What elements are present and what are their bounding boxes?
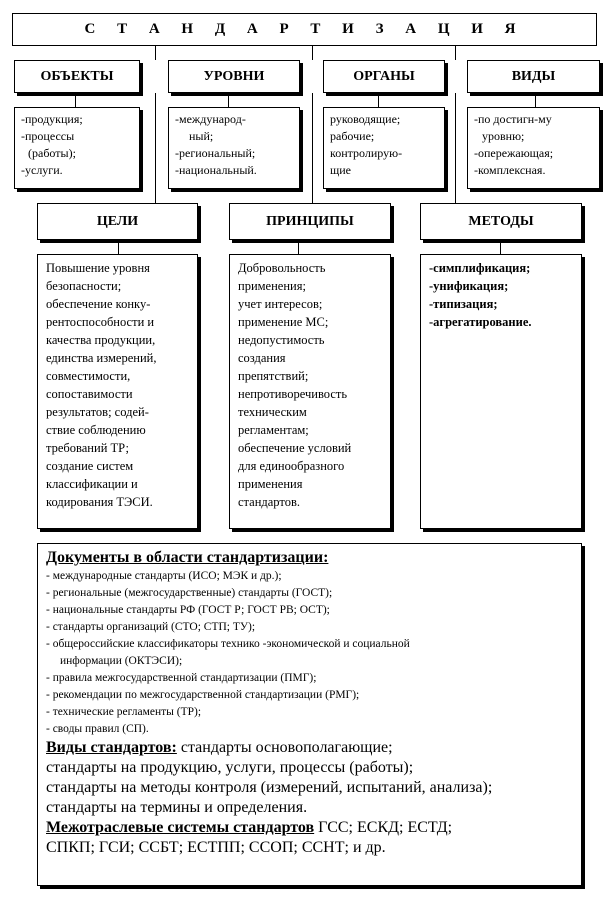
list-item: обеспечение условий bbox=[238, 441, 352, 455]
list-item: -симплификация; bbox=[429, 261, 531, 275]
list-item: контролирую- bbox=[330, 146, 403, 160]
list-item: -унификация; bbox=[429, 279, 509, 293]
list-item: техническим bbox=[238, 405, 307, 419]
list-item: применения bbox=[238, 477, 303, 491]
document-item: - технические регламенты (ТР); bbox=[46, 706, 202, 718]
diagram-title: С Т А Н Д А Р Т И З А Ц И Я bbox=[12, 13, 597, 46]
standard-types-first: стандарты основополагающие; bbox=[176, 739, 393, 756]
connector-line bbox=[312, 46, 313, 60]
list-item: применения; bbox=[238, 279, 306, 293]
category-objects-list bbox=[14, 107, 140, 189]
list-item: единства измерений, bbox=[46, 351, 157, 365]
connector-line bbox=[312, 93, 313, 203]
section-header-goals: ЦЕЛИ bbox=[37, 203, 198, 240]
list-item: рентоспособности и bbox=[46, 315, 155, 329]
connector-line bbox=[500, 240, 501, 254]
connector-line bbox=[298, 240, 299, 254]
list-item: -национальный. bbox=[175, 163, 257, 177]
list-item: недопустимость bbox=[238, 333, 325, 347]
document-item: - рекомендации по межгосударственной стандартизации (РМГ); bbox=[46, 689, 360, 701]
standard-type-item: стандарты на продукцию, услуги, процессы (работы); bbox=[46, 759, 414, 776]
list-item: -услуги. bbox=[21, 163, 63, 177]
list-item: совместимости, bbox=[46, 369, 131, 383]
documents-box bbox=[37, 543, 582, 886]
list-item: -продукция; bbox=[21, 112, 83, 126]
list-item: создание систем bbox=[46, 459, 134, 473]
list-item: (работы); bbox=[28, 146, 76, 160]
document-item: - своды правил (СП). bbox=[46, 723, 149, 735]
connector-line bbox=[75, 93, 76, 107]
standard-type-item: стандарты на методы контроля (измерений, испытаний, анализа); bbox=[46, 779, 493, 796]
connector-line bbox=[228, 93, 229, 107]
intersectoral-systems-first: ГСС; ЕСКД; ЕСТД; bbox=[314, 819, 453, 836]
list-item: безопасности; bbox=[46, 279, 122, 293]
document-item: - стандарты организаций (СТО; СТП; ТУ); bbox=[46, 621, 256, 633]
connector-line bbox=[155, 93, 156, 203]
list-item: рабочие; bbox=[330, 129, 375, 143]
intersectoral-systems-heading: Межотраслевые системы стандартов bbox=[46, 819, 315, 836]
list-item: -типизация; bbox=[429, 297, 498, 311]
list-item: уровню; bbox=[482, 129, 525, 143]
category-bodies-list bbox=[323, 107, 445, 189]
category-header-levels: УРОВНИ bbox=[168, 60, 300, 93]
connector-line bbox=[155, 46, 156, 60]
list-item: препятствий; bbox=[238, 369, 309, 383]
connector-line bbox=[535, 93, 536, 107]
standard-type-item: стандарты на термины и определения. bbox=[46, 799, 308, 816]
list-item: ный; bbox=[189, 129, 214, 143]
section-header-principles: ПРИНЦИПЫ bbox=[229, 203, 391, 240]
list-item: Повышение уровня bbox=[46, 261, 150, 275]
category-types-list bbox=[467, 107, 600, 189]
list-item: -процессы bbox=[21, 129, 75, 143]
list-item: руководящие; bbox=[330, 112, 401, 126]
list-item: -региональный; bbox=[175, 146, 256, 160]
intersectoral-systems-line bbox=[46, 818, 573, 838]
category-levels-list bbox=[168, 107, 300, 189]
list-item: обеспечение конку- bbox=[46, 297, 151, 311]
standard-types-heading: Виды стандартов: bbox=[46, 739, 177, 756]
section-methods-list bbox=[420, 254, 582, 529]
list-item: -опережающая; bbox=[474, 146, 554, 160]
list-item: -агрегатирование. bbox=[429, 315, 532, 329]
list-item: качества продукции, bbox=[46, 333, 156, 347]
list-item: щие bbox=[330, 163, 351, 177]
standard-types-line bbox=[46, 738, 573, 758]
list-item: создания bbox=[238, 351, 286, 365]
list-item: ствие соблюдению bbox=[46, 423, 146, 437]
category-header-types: ВИДЫ bbox=[467, 60, 600, 93]
list-item: кодирования ТЭСИ. bbox=[46, 495, 153, 509]
list-item: для единообразного bbox=[238, 459, 345, 473]
list-item: требований ТР; bbox=[46, 441, 130, 455]
section-header-methods: МЕТОДЫ bbox=[420, 203, 582, 240]
document-item: - общероссийские классификаторы технико -экономической и социальной bbox=[46, 638, 410, 650]
list-item: непротиворечивость bbox=[238, 387, 348, 401]
list-item: -по достигн-му bbox=[474, 112, 552, 126]
list-item: стандартов. bbox=[238, 495, 300, 509]
section-goals-list bbox=[37, 254, 198, 529]
category-header-bodies: ОРГАНЫ bbox=[323, 60, 445, 93]
document-item: информации (ОКТЭСИ); bbox=[60, 655, 183, 667]
connector-line bbox=[455, 93, 456, 203]
list-item: регламентам; bbox=[238, 423, 309, 437]
connector-line bbox=[378, 93, 379, 107]
list-item: Добровольность bbox=[238, 261, 326, 275]
document-item: - национальные стандарты РФ (ГОСТ Р; ГОСТ РВ; ОСТ); bbox=[46, 604, 330, 616]
connector-line bbox=[455, 46, 456, 60]
category-header-objects: ОБЪЕКТЫ bbox=[14, 60, 140, 93]
section-principles-list bbox=[229, 254, 391, 529]
documents-heading: Документы в области стандартизации: bbox=[46, 549, 329, 566]
list-item: -международ- bbox=[175, 112, 246, 126]
list-item: применение МС; bbox=[238, 315, 329, 329]
list-item: результатов; содей- bbox=[46, 405, 149, 419]
document-item: - правила межгосударственной стандартизации (ПМГ); bbox=[46, 672, 317, 684]
intersectoral-systems-list: СПКП; ГСИ; ССБТ; ЕСТПП; ССОП; ССНТ; и др. bbox=[46, 839, 386, 856]
list-item: классификации и bbox=[46, 477, 138, 491]
list-item: -комплексная. bbox=[474, 163, 546, 177]
document-item: - международные стандарты (ИСО; МЭК и др.); bbox=[46, 570, 282, 582]
connector-line bbox=[118, 240, 119, 254]
list-item: сопоставимости bbox=[46, 387, 133, 401]
list-item: учет интересов; bbox=[238, 297, 323, 311]
document-item: - региональные (межгосударственные) стандарты (ГОСТ); bbox=[46, 587, 333, 599]
